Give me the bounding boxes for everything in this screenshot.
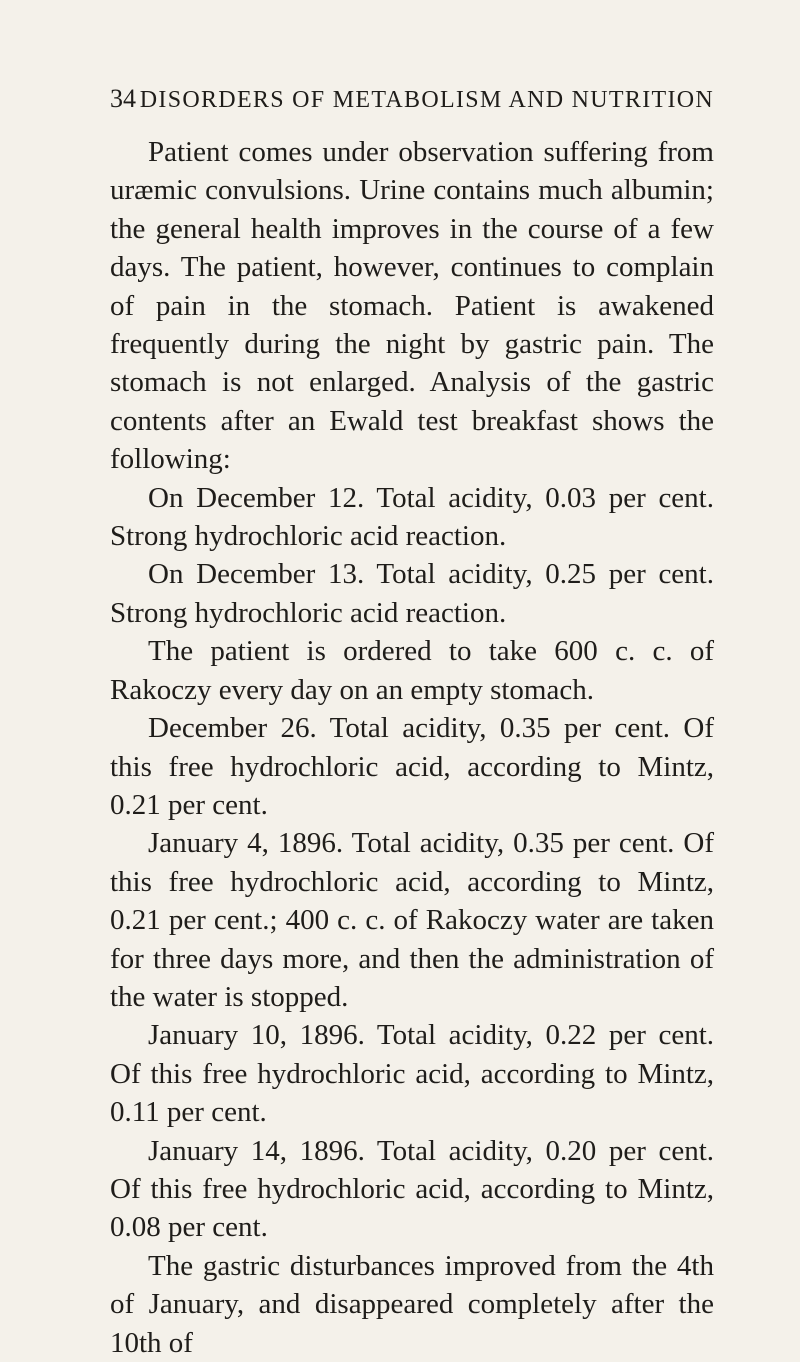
paragraph-december-12: On December 12. Total acidity, 0.03 per cent. Strong hydrochloric acid reaction. (110, 481, 714, 553)
paragraph-january-10: January 10, 1896. Total acidity, 0.22 per cent. Of this free hydrochloric acid, according to Mintz, 0.11 per cent. (110, 1019, 714, 1129)
paragraph-rakoczy-order: The patient is ordered to take 600 c. c. of Rakoczy every day on an empty stomach. (110, 635, 714, 706)
paragraph-december-13: On December 13. Total acidity, 0.25 per cent. Strong hydrochloric acid reaction. (110, 558, 714, 629)
running-title: DISORDERS OF METABOLISM AND NUTRITION (139, 87, 714, 113)
paragraph-january-4: January 4, 1896. Total acidity, 0.35 per cent. Of this free hydrochloric acid, according to Mintz, 0.21 per cent.; 400 c. c. of Rakoczy water are taken for three days more, and then the administration of the water is stopped. (110, 827, 714, 1013)
paragraph-december-26: December 26. Total acidity, 0.35 per cent. Of this free hydrochloric acid, according to Mintz, 0.21 per cent. (110, 712, 714, 821)
paragraph-uraemic-convulsions: Patient comes under observation suffering from uræmic convulsions. Urine contains much albumin; the general health improves in the course of a few days. The patient, however, continues to complain of pain in the stomach. Patient is awakened frequently during the night by gastric pain. The stomach is not enlarged. Analysis of the gastric contents after an Ewald test breakfast shows the following: (110, 136, 714, 476)
body-text (110, 133, 714, 1362)
paragraph-gastric-disturbances: The gastric disturbances improved from the 4th of January, and disappeared completely after the 10th of (110, 1249, 714, 1359)
page-number: 34 (110, 84, 136, 113)
running-head (110, 84, 714, 124)
paragraph-january-14: January 14, 1896. Total acidity, 0.20 per cent. Of this free hydrochloric acid, according to Mintz, 0.08 per cent. (110, 1134, 714, 1244)
